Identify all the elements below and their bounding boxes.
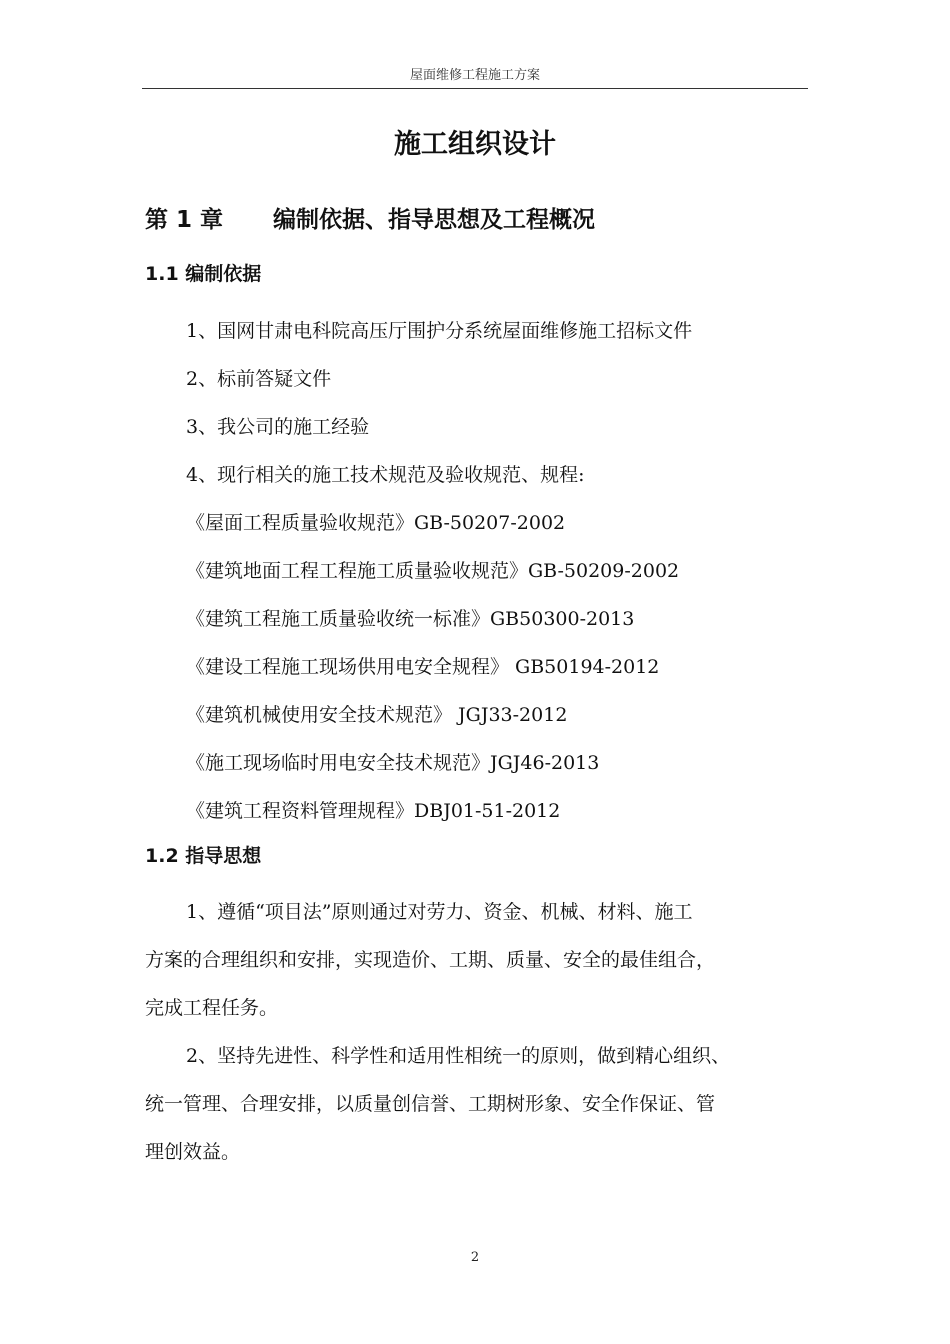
- basis-item-4: 4、现行相关的施工技术规范及验收规范、规程:: [186, 464, 585, 486]
- chapter-heading: [145, 202, 595, 238]
- page-header: 屋面维修工程施工方案: [142, 66, 808, 89]
- standard-item: 《建筑机械使用安全技术规范》 JGJ33-2012: [186, 704, 568, 726]
- standard-item: 《建筑工程资料管理规程》DBJ01-51-2012: [186, 800, 561, 822]
- section-heading-1-1: 1.1 编制依据: [145, 263, 262, 285]
- chapter-title: 编制依据、指导思想及工程概况: [273, 207, 595, 233]
- standard-item: 《建筑地面工程工程施工质量验收规范》GB-50209-2002: [186, 560, 680, 582]
- page-number: 2: [470, 1250, 480, 1265]
- section-heading-1-2: 1.2 指导思想: [145, 845, 262, 867]
- chapter-number: 第 1 章: [145, 207, 224, 233]
- guiding-paragraph-1-line: 1、遵循“项目法”原则通过对劳力、资金、机械、材料、施工: [186, 901, 693, 923]
- basis-item-2: 2、标前答疑文件: [186, 368, 332, 390]
- basis-item-1: 1、国网甘肃电科院高压厅围护分系统屋面维修施工招标文件: [186, 320, 693, 342]
- standard-item: 《建设工程施工现场供用电安全规程》 GB50194-2012: [186, 656, 660, 678]
- standard-item: 《建筑工程施工质量验收统一标准》GB50300-2013: [186, 608, 635, 630]
- guiding-paragraph-2-line: 2、坚持先进性、科学性和适用性相统一的原则，做到精心组织、: [186, 1045, 731, 1067]
- basis-item-3: 3、我公司的施工经验: [186, 416, 370, 438]
- document-title: 施工组织设计: [394, 129, 556, 160]
- standard-item: 《施工现场临时用电安全技术规范》JGJ46-2013: [186, 752, 600, 774]
- guiding-paragraph-1-line: 方案的合理组织和安排，实现造价、工期、质量、安全的最佳组合，: [145, 949, 716, 971]
- guiding-paragraph-1-line: 完成工程任务。: [145, 997, 279, 1019]
- guiding-paragraph-2-line: 统一管理、合理安排，以质量创信誉、工期树形象、安全作保证、管: [145, 1093, 716, 1115]
- guiding-paragraph-2-line: 理创效益。: [145, 1141, 241, 1163]
- standard-item: 《屋面工程质量验收规范》GB-50207-2002: [186, 512, 566, 534]
